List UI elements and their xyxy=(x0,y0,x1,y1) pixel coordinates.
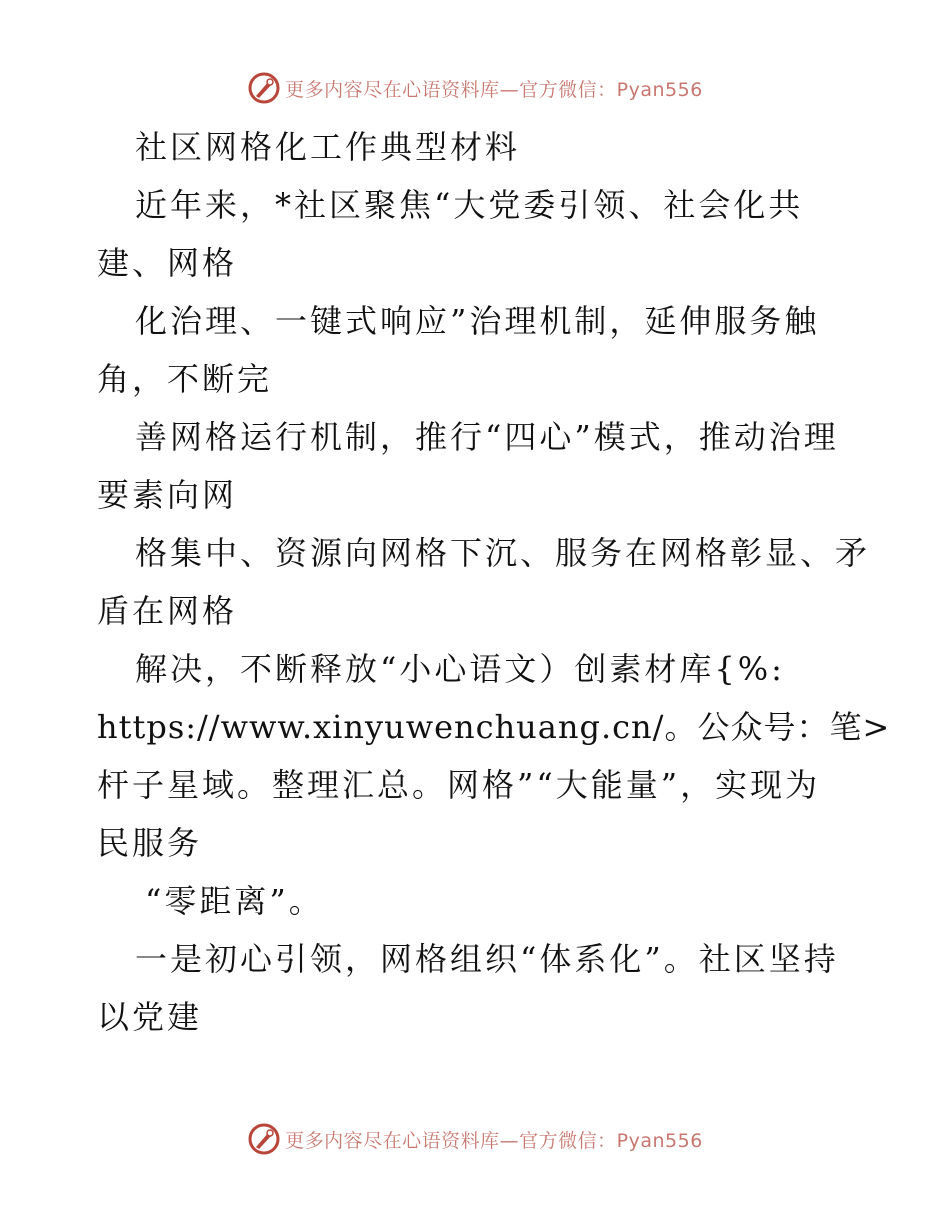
header-watermark xyxy=(0,70,950,106)
paragraph-line: 化治理、一键式响应”治理机制，延伸服务触 xyxy=(135,302,820,340)
paragraph-line: 角，不断完 xyxy=(97,360,273,398)
paragraph-line: 一是初心引领，网格组织“体系化”。社区坚持 xyxy=(135,940,839,978)
document-title: 社区网格化工作典型材料 xyxy=(135,128,521,166)
paragraph-line: 建、网格 xyxy=(97,244,238,282)
paragraph-line-url: https://www.xinyuwenchuang.cn/。公众号：笔> xyxy=(97,708,891,746)
paragraph-line: 杆子星域。整理汇总。网格”“大能量”，实现为 xyxy=(97,766,821,804)
paragraph-line: 善网格运行机制，推行“四心”模式，推动治理 xyxy=(135,418,839,456)
paragraph-line: 格集中、资源向网格下沉、服务在网格彰显、矛 xyxy=(135,534,871,572)
pen-seal-icon xyxy=(247,71,281,105)
document-body xyxy=(97,118,891,1046)
paragraph-line: 盾在网格 xyxy=(97,592,238,630)
paragraph-line: 近年来，*社区聚焦“大党委引领、社会化共 xyxy=(135,186,804,224)
paragraph-line: “零距离”。 xyxy=(145,882,324,920)
paragraph-line: 解决，不断释放“小心语文）创素材库{%: xyxy=(135,650,785,688)
footer-watermark xyxy=(0,1121,950,1157)
pen-seal-icon xyxy=(247,1122,281,1156)
watermark-text: 更多内容尽在心语资料库—官方微信：Pyan556 xyxy=(285,78,703,101)
watermark-text: 更多内容尽在心语资料库—官方微信：Pyan556 xyxy=(285,1129,703,1152)
paragraph-line: 要素向网 xyxy=(97,476,238,514)
paragraph-line: 民服务 xyxy=(97,824,203,862)
paragraph-line: 以党建 xyxy=(97,998,203,1036)
